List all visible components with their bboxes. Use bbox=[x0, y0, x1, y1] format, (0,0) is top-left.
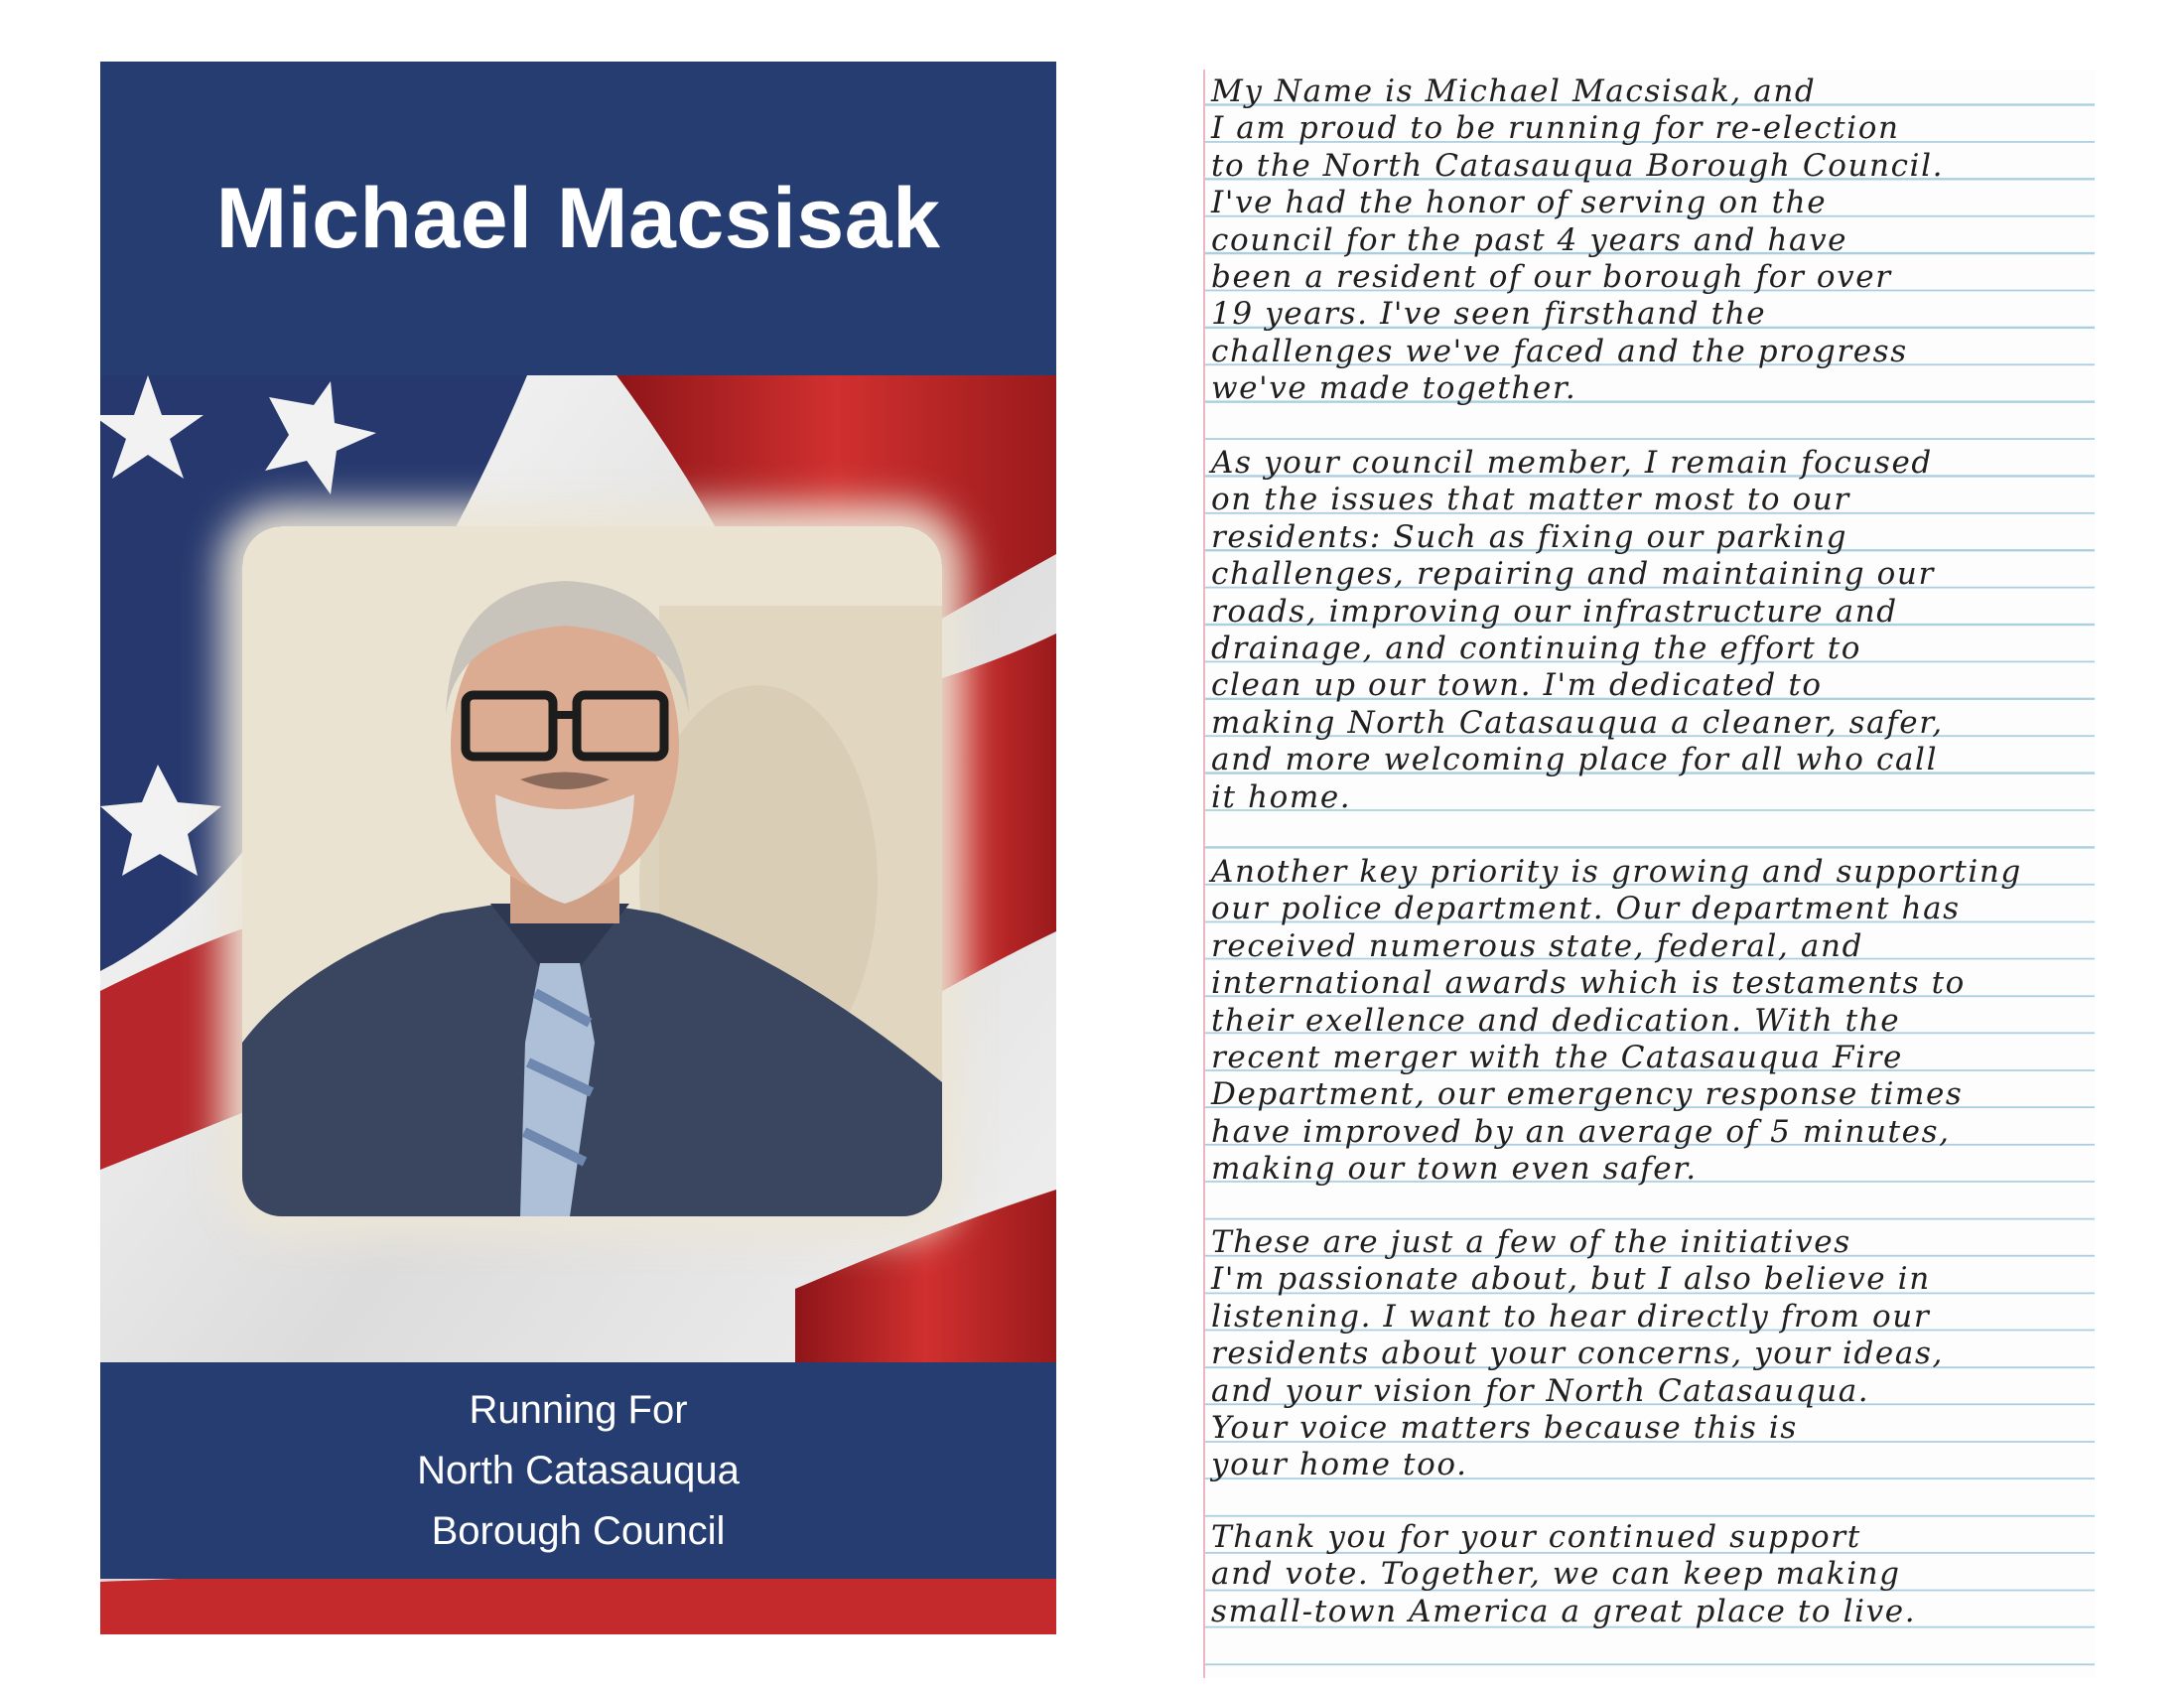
office-banner bbox=[100, 1362, 1056, 1579]
office-line-2: North Catasauqua bbox=[417, 1448, 740, 1492]
letter-line: Thank you for your continued support bbox=[1211, 1519, 1861, 1555]
letter-line: recent merger with the Catasauqua Fire bbox=[1211, 1039, 1903, 1075]
letter-line: listening. I want to hear directly from our bbox=[1211, 1298, 1931, 1335]
letter-line: their exellence and dedication. With the bbox=[1211, 1002, 1901, 1039]
letter-line: small-town America a great place to live. bbox=[1211, 1593, 1917, 1629]
letter-line: Another key priority is growing and supporting bbox=[1211, 854, 2022, 890]
letter-line: have improved by an average of 5 minutes, bbox=[1211, 1113, 1951, 1150]
letter-line: residents: Such as fixing our parking bbox=[1211, 518, 1848, 555]
margin-line bbox=[1203, 70, 1205, 1678]
letter-line: to the North Catasauqua Borough Council. bbox=[1211, 147, 1945, 184]
letter-line: clean up our town. I'm dedicated to bbox=[1211, 667, 1823, 704]
letter-line: and vote. Together, we can keep making bbox=[1211, 1556, 1901, 1593]
campaign-card bbox=[100, 62, 1056, 1634]
letter-line: and more welcoming place for all who call bbox=[1211, 742, 1939, 778]
letter-paragraph-1 bbox=[1211, 73, 1944, 408]
letter-paragraph-2 bbox=[1211, 445, 1944, 816]
office-line-3: Borough Council bbox=[431, 1508, 726, 1553]
letter-line: challenges, repairing and maintaining our bbox=[1211, 556, 1935, 593]
letter-line: been a resident of our borough for over bbox=[1211, 258, 1892, 295]
letter-line: 19 years. I've seen firsthand the bbox=[1211, 296, 1767, 333]
office-line-1: Running For bbox=[469, 1387, 688, 1432]
letter-line: making North Catasauqua a cleaner, safer, bbox=[1211, 704, 1944, 741]
letter-line: council for the past 4 years and have bbox=[1211, 221, 1848, 258]
letter-line: on the issues that matter most to our bbox=[1211, 482, 1850, 518]
letter-line: it home. bbox=[1211, 778, 1352, 815]
letter-line: Department, our emergency response times bbox=[1211, 1076, 1964, 1113]
letter-line: challenges we've faced and the progress bbox=[1211, 333, 1908, 369]
portrait-photo bbox=[242, 526, 942, 1216]
letter-line: I'm passionate about, but I also believe in bbox=[1211, 1261, 1931, 1298]
letter-line: These are just a few of the initiatives bbox=[1211, 1224, 1851, 1260]
letter-line: My Name is Michael Macsisak, and bbox=[1211, 73, 1817, 109]
name-banner bbox=[100, 62, 1056, 375]
letter-line: Your voice matters because this is bbox=[1211, 1409, 1798, 1446]
letter-line: received numerous state, federal, and bbox=[1211, 927, 1864, 964]
letter-line: our police department. Our department has bbox=[1211, 891, 1961, 927]
letter-line: making our town even safer. bbox=[1211, 1151, 1698, 1188]
letter-line: I am proud to be running for re-election bbox=[1211, 110, 1900, 147]
candidate-name: Michael Macsisak bbox=[215, 170, 941, 266]
letter-line: I've had the honor of serving on the bbox=[1211, 185, 1828, 221]
letter-line: international awards which is testaments to bbox=[1211, 965, 1966, 1002]
letter-line: As your council member, I remain focused bbox=[1211, 445, 1933, 481]
letter-line: we've made together. bbox=[1211, 370, 1577, 407]
letter-line: roads, improving our infrastructure and bbox=[1211, 593, 1898, 630]
letter-paragraph-4 bbox=[1211, 1224, 1944, 1484]
handwritten-letter bbox=[1203, 70, 2095, 1678]
letter-paragraph-3 bbox=[1211, 854, 2022, 1189]
letter-paragraph-5 bbox=[1211, 1519, 1916, 1630]
letter-line: your home too. bbox=[1211, 1447, 1468, 1483]
letter-line: drainage, and continuing the effort to bbox=[1211, 630, 1862, 666]
letter-line: and your vision for North Catasauqua. bbox=[1211, 1372, 1870, 1409]
letter-line: residents about your concerns, your ideas, bbox=[1211, 1336, 1944, 1372]
